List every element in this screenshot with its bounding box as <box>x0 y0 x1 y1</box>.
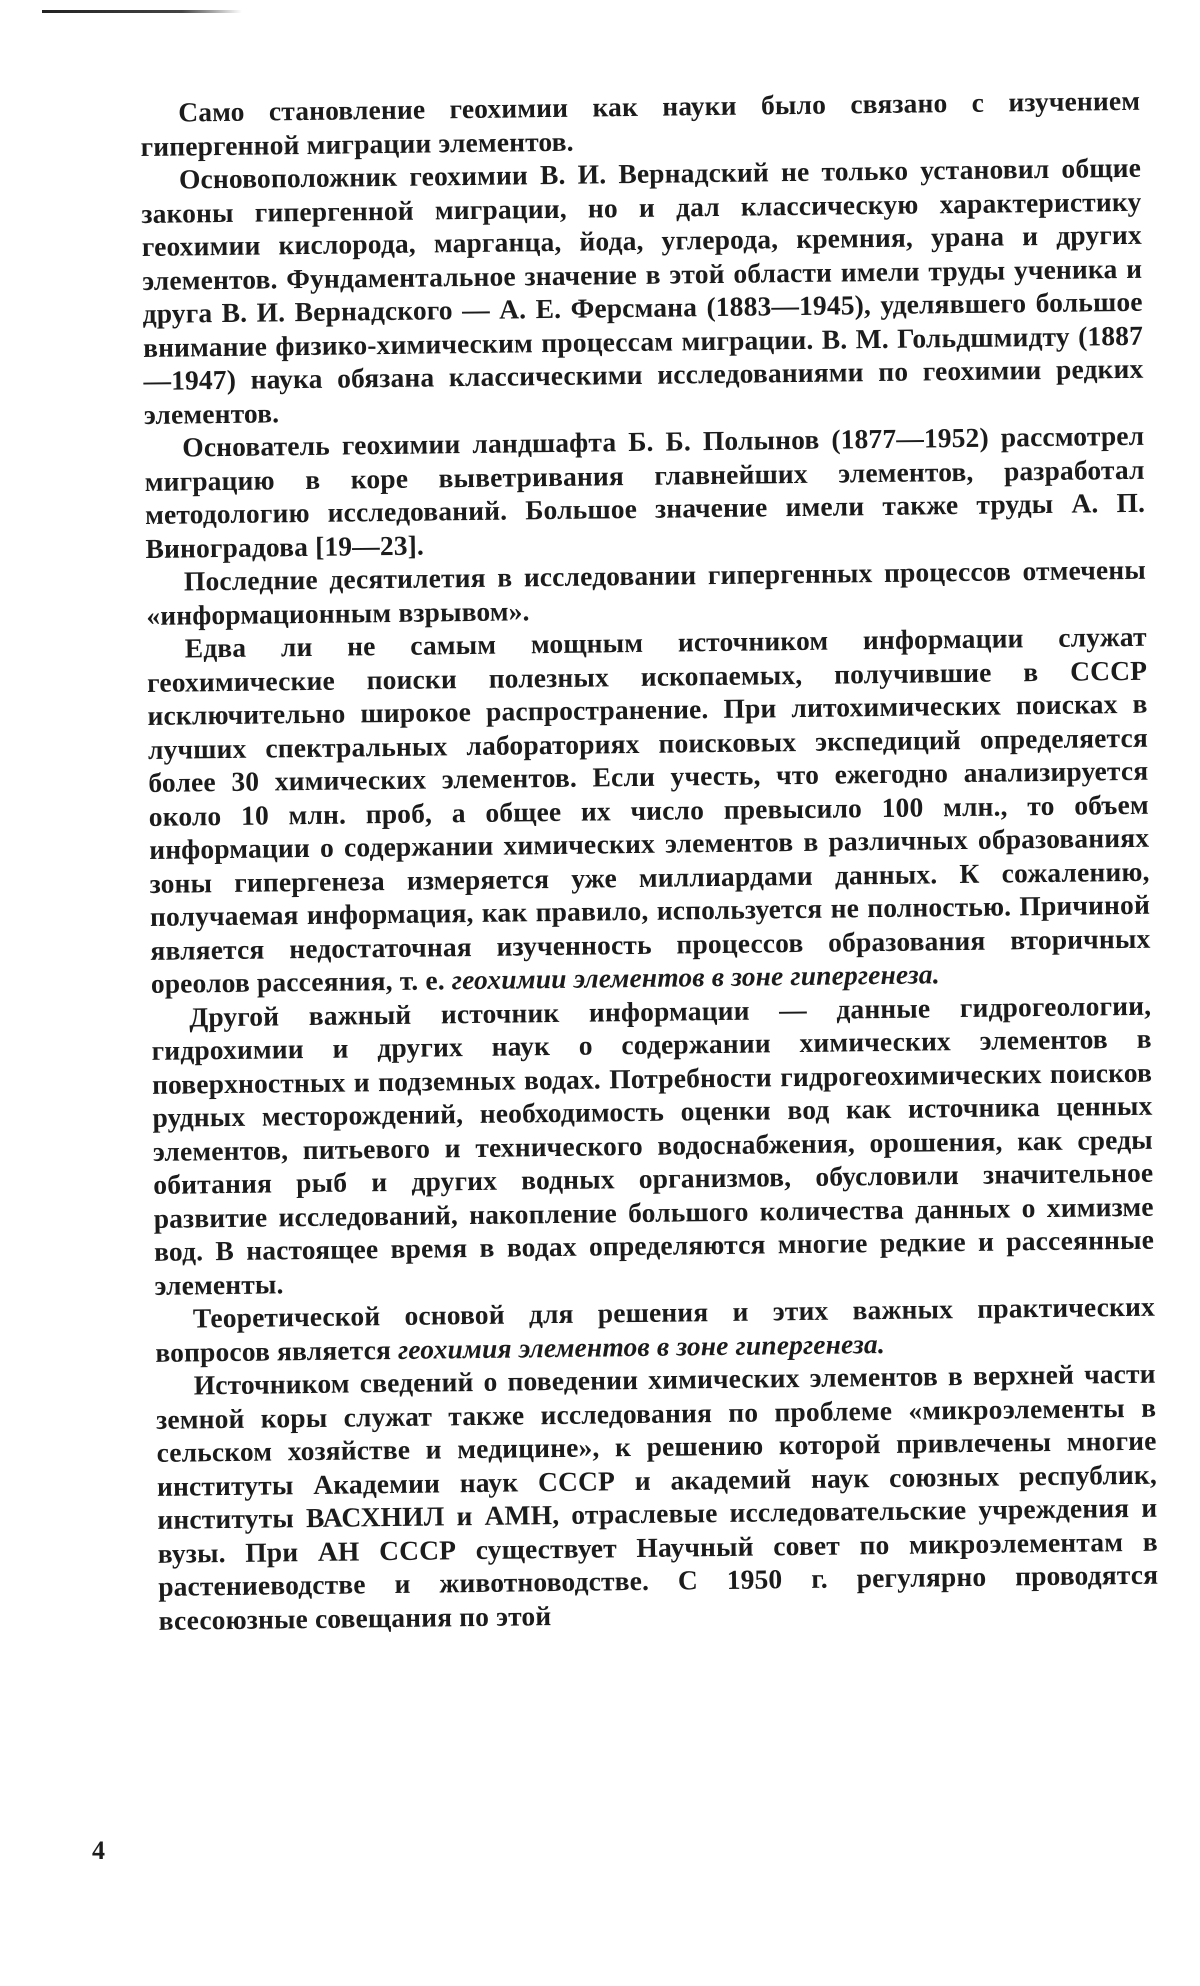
page-number: 4 <box>92 1836 105 1865</box>
paragraph-8 <box>156 1357 1159 1637</box>
paragraph-6 <box>151 988 1155 1302</box>
paragraph-5 <box>147 620 1151 1001</box>
paragraph-3-text: Основатель геохимии ландшафта Б. Б. Полынов (1877—1952) рассмотрел миграцию в коре выветривания главнейших элементов, разработал методологию исследований. Большое значение имели также труды А. П. Виноградова [19—23]. <box>144 419 1146 564</box>
paragraph-2 <box>141 151 1144 431</box>
paragraph-3 <box>144 419 1146 565</box>
paragraph-1 <box>140 84 1141 163</box>
paragraph-5-italic: геохимии элементов в зоне гипергенеза. <box>451 958 940 996</box>
paragraph-7-text: Теоретической основой для решения и этих важных практических вопросов является <box>155 1290 1156 1368</box>
paragraph-7 <box>155 1290 1156 1369</box>
paragraph-4-text: Последние десятилетия в исследовании гипергенных процессов отмечены «информационным взрывом». <box>146 553 1147 631</box>
paragraph-1-text: Само становление геохимии как науки было связано с изучением гипергенной миграции элементов. <box>140 84 1141 162</box>
page-body-text <box>140 84 1162 1866</box>
paragraph-8-text: Источником сведений о поведении химических элементов в верхней части земной коры служат также исследования по проблеме «микроэлементы в сельском хозяйстве и медицине», к решению которой привлечены многие институты Академии наук СССР и академий наук союзных республик, институты ВАСХНИЛ и АМН, отраслевые исследовательские учреждения и вузы. При АН СССР существует Научный совет по микроэлементам в растениеводстве и животноводстве. С 1950 г. регулярно проводятся всесоюзные совещания по этой <box>155 1357 1159 1636</box>
paragraph-7-italic: геохимия элементов в зоне гипергенеза. <box>397 1327 886 1365</box>
paragraph-4 <box>146 553 1147 632</box>
paragraph-6-text: Другой важный источник информации — данные гидрогеологии, гидрохимии и других наук о содержании химических элементов в поверхностных и подземных водах. Потребности гидрогеохимических поисков рудных месторождений, необходимость оценки вод как источника ценных элементов, питьевого и технического водоснабжения, орошения, как среды обитания рыб и других водных организмов, обусловили значительное развитие исследований, накопление большого количества данных о химизме вод. В настоящее время в водах определяются многие редкие и рассеянные элементы. <box>151 989 1155 1301</box>
paragraph-5-text: Едва ли не самым мощным источником информации служат геохимические поиски полезных ископаемых, получившие в СССР исключительно широкое распространение. При литохимических поисках в лучших спектральных лабораториях поисковых экспедиций определяется более 30 химических элементов. Если учесть, что ежегодно анализируется около 10 млн. проб, а общее их число превысило 100 млн., то объем информации о содержании химических элементов в различных образованиях зоны гипергенеза измеряется уже миллиардами данных. К сожалению, получаемая информация, как правило, используется не полностью. Причиной является недостаточная изученность процессов образования вторичных ореолов рассеяния, т. е. <box>146 620 1151 999</box>
paragraph-2-text: Основоположник геохимии В. И. Вернадский не только установил общие законы гипергенной миграции, но и дал классическую характеристику геохимии кислорода, марганца, йода, углерода, кремния, урана и других элементов. Фундаментальное значение в этой области имели труды ученика и друга В. И. Вернадского — А. Е. Ферсмана (1883—1945), уделявшего большое внимание физико-химическим процессам миграции. В. М. Гольдшмидту (1887—1947) наука обязана классическими исследованиями по геохимии редких элементов. <box>141 151 1144 430</box>
page-top-rule <box>42 10 242 13</box>
